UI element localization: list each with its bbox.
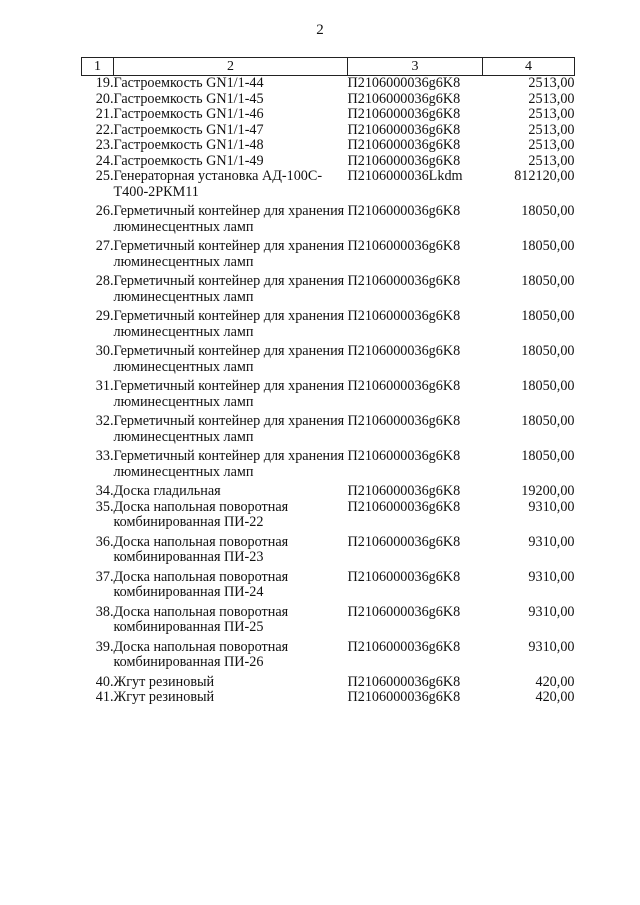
row-number: 37. (95, 568, 114, 585)
item-code: П2106000036g6K8 (347, 603, 461, 620)
item-price: 18050,00 (521, 378, 575, 394)
item-name: Доска напольная поворотная комбинированная ПИ-26 (113, 638, 289, 670)
item-price: 2513,00 (528, 106, 575, 122)
table-row (82, 379, 575, 414)
table-row (82, 484, 575, 500)
table-row (82, 123, 575, 139)
table-row (82, 138, 575, 154)
row-number: 39. (95, 638, 114, 655)
table-row (82, 344, 575, 379)
item-name: Герметичный контейнер для хранения люминесцентных ламп (113, 308, 345, 340)
row-number: 35. (95, 498, 114, 515)
row-number: 29. (95, 308, 114, 324)
item-price: 18050,00 (521, 448, 575, 464)
row-number: 28. (95, 273, 114, 289)
item-name: Доска напольная поворотная комбинированная ПИ-22 (113, 498, 289, 530)
item-code: П2106000036g6K8 (347, 638, 461, 655)
row-number: 26. (95, 203, 114, 219)
item-price: 2513,00 (528, 75, 575, 91)
item-name: Доска напольная поворотная комбинированная ПИ-23 (113, 533, 289, 565)
item-price: 18050,00 (521, 343, 575, 359)
item-code: П2106000036g6K8 (347, 533, 461, 550)
table-row (82, 154, 575, 170)
item-name: Гастроемкость GN1/1-45 (113, 90, 264, 107)
item-name: Герметичный контейнер для хранения люминесцентных ламп (113, 378, 345, 410)
table-row (82, 76, 575, 92)
item-code: П2106000036g6K8 (347, 483, 461, 499)
row-number: 22. (95, 121, 114, 138)
item-name: Доска напольная поворотная комбинированная ПИ-24 (113, 568, 289, 600)
item-name: Доска гладильная (113, 483, 221, 499)
row-number: 38. (95, 603, 114, 620)
item-code: П2106000036g6K8 (347, 203, 461, 219)
table-row (82, 535, 575, 570)
table-row (82, 640, 575, 675)
column-header-1: 1 (82, 58, 114, 76)
table-row (82, 204, 575, 239)
table-row (82, 675, 575, 691)
item-code: П2106000036g6K8 (347, 498, 461, 515)
item-code: П2106000036g6K8 (347, 152, 461, 169)
item-name: Гастроемкость GN1/1-44 (113, 75, 264, 91)
item-price: 9310,00 (528, 533, 575, 550)
item-name: Герметичный контейнер для хранения люминесцентных ламп (113, 203, 345, 235)
item-code: П2106000036g6K8 (347, 689, 461, 705)
item-name: Гастроемкость GN1/1-48 (113, 137, 264, 153)
item-code: П2106000036g6K8 (347, 448, 461, 464)
item-price: 2513,00 (528, 137, 575, 153)
table-row (82, 414, 575, 449)
item-price: 9310,00 (528, 603, 575, 620)
row-number: 20. (95, 90, 114, 107)
item-price: 420,00 (535, 673, 575, 690)
table-row (82, 690, 575, 706)
table-row (82, 274, 575, 309)
row-number: 36. (95, 533, 114, 550)
row-number: 40. (95, 673, 114, 690)
item-code: П2106000036g6K8 (347, 273, 461, 289)
table-row (82, 309, 575, 344)
row-number: 27. (95, 238, 114, 254)
item-code: П2106000036g6K8 (347, 106, 461, 122)
table-row (82, 107, 575, 123)
table-body (82, 76, 575, 706)
row-number: 31. (95, 378, 114, 394)
items-table (81, 57, 575, 706)
item-name: Герметичный контейнер для хранения люминесцентных ламп (113, 238, 345, 270)
item-code: П2106000036g6K8 (347, 673, 461, 690)
table-row (82, 570, 575, 605)
column-header-3: 3 (348, 58, 483, 76)
table-row (82, 500, 575, 535)
item-code: П2106000036g6K8 (347, 121, 461, 138)
item-price: 420,00 (535, 689, 575, 705)
item-name: Генераторная установка АД-100С-Т400-2РКМ11 (113, 168, 323, 200)
row-number: 33. (95, 448, 114, 464)
item-price: 18050,00 (521, 238, 575, 254)
item-price: 19200,00 (521, 483, 575, 499)
column-header-2: 2 (114, 58, 348, 76)
item-price: 2513,00 (528, 90, 575, 107)
row-number: 30. (95, 343, 114, 359)
item-code: П2106000036g6K8 (347, 413, 461, 429)
item-price: 9310,00 (528, 498, 575, 515)
item-code: П2106000036g6K8 (347, 75, 461, 91)
table-header-row (82, 58, 575, 76)
row-number: 21. (95, 106, 114, 122)
item-name: Жгут резиновый (113, 689, 215, 705)
item-price: 812120,00 (514, 168, 575, 184)
item-name: Гастроемкость GN1/1-46 (113, 106, 264, 122)
row-number: 41. (95, 689, 114, 705)
item-code: П2106000036g6K8 (347, 137, 461, 153)
table-row (82, 449, 575, 484)
page-number: 2 (316, 22, 324, 38)
table-row (82, 92, 575, 108)
item-price: 9310,00 (528, 568, 575, 585)
item-price: 2513,00 (528, 152, 575, 169)
item-price: 18050,00 (521, 203, 575, 219)
row-number: 23. (95, 137, 114, 153)
item-code: П2106000036g6K8 (347, 378, 461, 394)
item-code: П2106000036Lkdm (347, 168, 463, 184)
column-header-4: 4 (483, 58, 575, 76)
row-number: 32. (95, 413, 114, 429)
table-row (82, 169, 575, 204)
item-code: П2106000036g6K8 (347, 308, 461, 324)
item-name: Герметичный контейнер для хранения люминесцентных ламп (113, 273, 345, 305)
item-name: Гастроемкость GN1/1-47 (113, 121, 264, 138)
item-price: 18050,00 (521, 413, 575, 429)
item-price: 18050,00 (521, 273, 575, 289)
item-name: Герметичный контейнер для хранения люминесцентных ламп (113, 413, 345, 445)
row-number: 19. (95, 75, 114, 91)
item-code: П2106000036g6K8 (347, 238, 461, 254)
item-name: Герметичный контейнер для хранения люминесцентных ламп (113, 448, 345, 480)
item-name: Доска напольная поворотная комбинированная ПИ-25 (113, 603, 289, 635)
item-name: Герметичный контейнер для хранения люминесцентных ламп (113, 343, 345, 375)
table-row (82, 605, 575, 640)
row-number: 34. (95, 483, 114, 499)
table-row (82, 239, 575, 274)
item-code: П2106000036g6K8 (347, 90, 461, 107)
item-price: 9310,00 (528, 638, 575, 655)
item-code: П2106000036g6K8 (347, 568, 461, 585)
item-price: 18050,00 (521, 308, 575, 324)
item-name: Гастроемкость GN1/1-49 (113, 152, 264, 169)
item-code: П2106000036g6K8 (347, 343, 461, 359)
row-number: 24. (95, 152, 114, 169)
item-name: Жгут резиновый (113, 673, 215, 690)
row-number: 25. (95, 168, 114, 184)
item-price: 2513,00 (528, 121, 575, 138)
